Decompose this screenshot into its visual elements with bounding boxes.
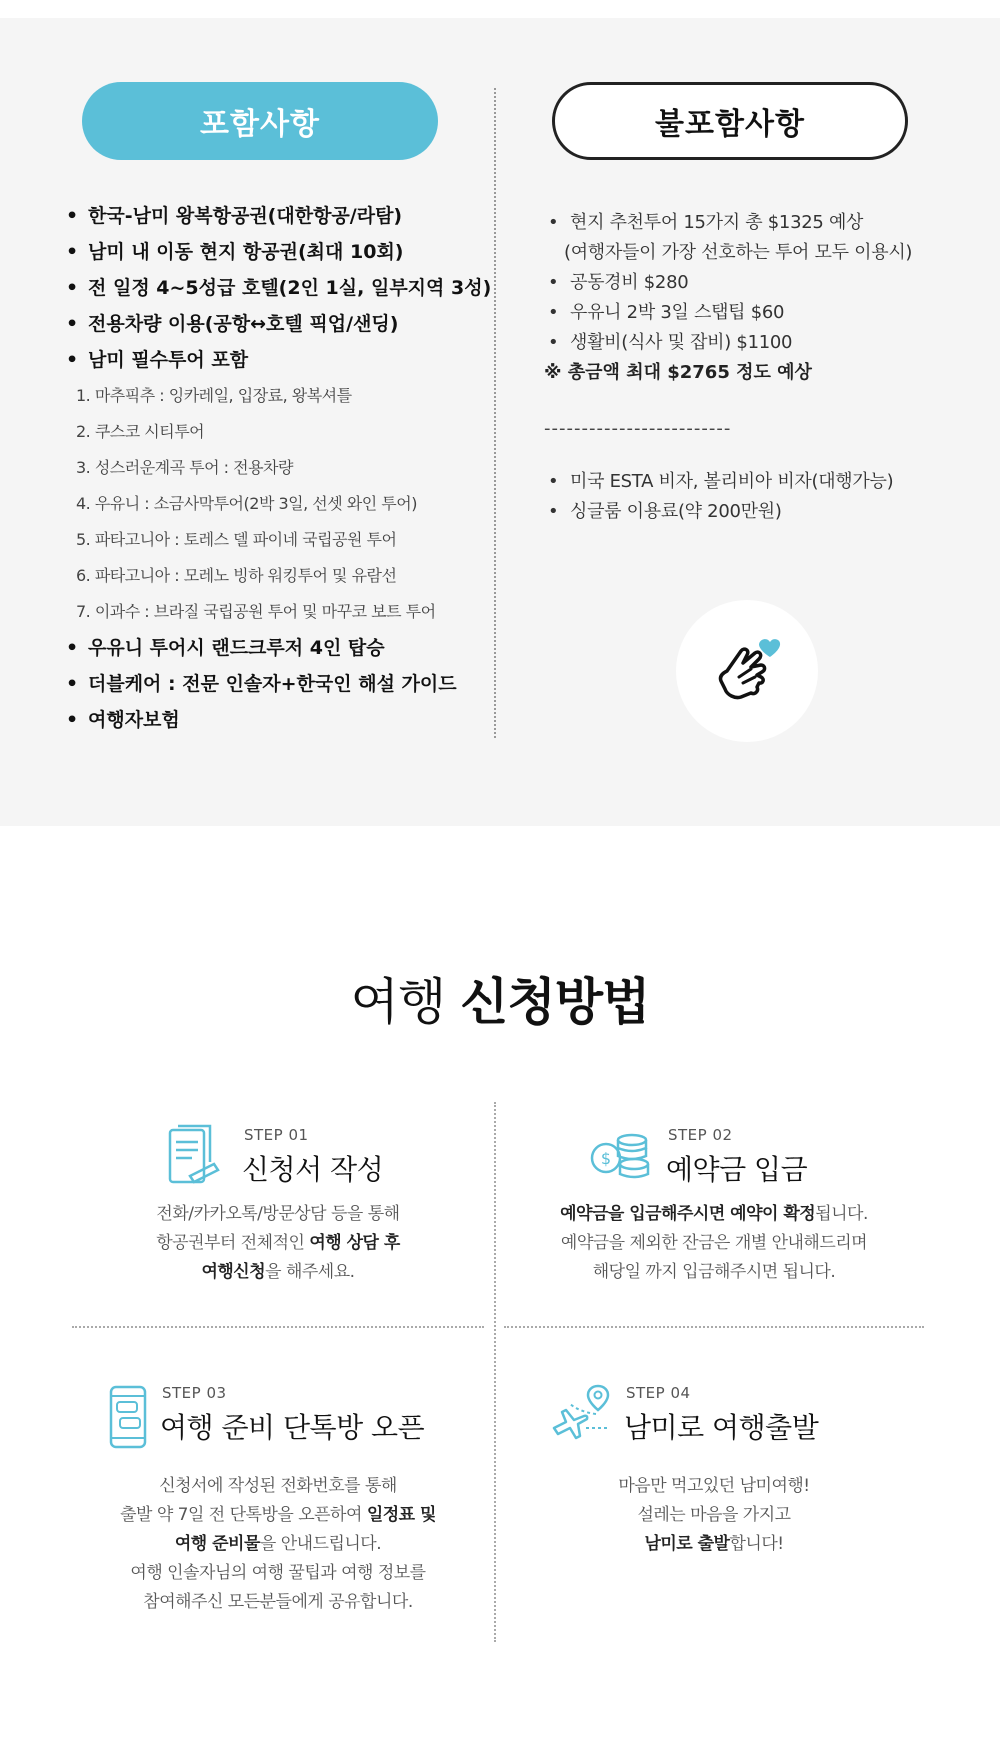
sub-list-item: 3. 성스러운계곡 투어 : 전용차량 [76, 458, 293, 477]
list-item: • 우유니 2박 3일 스탭팁 $60 [548, 302, 785, 323]
section-title: 여행 신청방법 [350, 973, 650, 1031]
total-note: ※ 총금액 최대 $2765 정도 예상 [544, 362, 812, 383]
airplane-route-icon [550, 1382, 614, 1444]
smartphone-chat-icon [108, 1384, 148, 1450]
dashed-separator: ------------------------- [544, 418, 732, 439]
list-item: • 전용차량 이용(공항↔호텔 픽업/샌딩) [66, 306, 496, 342]
list-item: • 미국 ESTA 비자, 볼리비아 비자(대행가능) [548, 471, 894, 492]
list-item: • 전 일정 4~5성급 호텔(2인 1실, 일부지역 3성) [66, 270, 496, 306]
sub-list-item: 6. 파타고니아 : 모레노 빙하 워킹투어 및 유람선 [76, 566, 397, 585]
step-label: STEP 02 [668, 1126, 733, 1144]
step-description: 예약금을 입금해주시면 예약이 확정됩니다. 예약금을 제외한 잔금은 개별 안내해드리며 해당일 까지 입금해주시면 됩니다. [560, 1204, 868, 1282]
steps-divider-vertical [494, 1102, 496, 1642]
sub-list-item: 1. 마추픽추 : 잉카레일, 입장료, 왕복셔틀 [76, 386, 352, 405]
step-title: 예약금 입금 [666, 1153, 808, 1186]
list-item: • 남미 내 이동 현지 항공권(최대 10회) [66, 234, 496, 270]
finger-heart-icon [707, 631, 787, 711]
finger-heart-badge [676, 600, 818, 742]
document-icon [164, 1122, 224, 1190]
step-label: STEP 01 [244, 1126, 309, 1144]
step-title: 남미로 여행출발 [624, 1411, 819, 1444]
tour-sub-list [66, 378, 496, 630]
coins-icon [588, 1128, 652, 1184]
included-header: 포함사항 [82, 82, 438, 160]
sub-list-item: 4. 우유니 : 소금사막투어(2박 3일, 선셋 와인 투어) [76, 494, 417, 513]
excluded-header: 불포함사항 [552, 82, 908, 160]
step-label: STEP 03 [162, 1384, 227, 1402]
steps-divider-horizontal-left [72, 1326, 484, 1328]
step-title: 여행 준비 단톡방 오픈 [160, 1411, 425, 1444]
sub-list-item: 7. 이과수 : 브라질 국립공원 투어 및 마꾸코 보트 투어 [76, 602, 436, 621]
list-item: • 더블케어 : 전문 인솔자+한국인 해설 가이드 [66, 666, 496, 702]
list-item: • 싱글룸 이용료(약 200만원) [548, 501, 782, 522]
steps-divider-horizontal-right [504, 1326, 924, 1328]
list-item: • 현지 추천투어 15가지 총 $1325 예상 [548, 212, 864, 233]
step-title: 신청서 작성 [242, 1153, 384, 1186]
step-description: 신청서에 작성된 전화번호를 통해 출발 약 7일 전 단톡방을 오픈하여 일정표 및 여행 준비물을 안내드립니다. 여행 인솔자님의 여행 꿀팁과 여행 정보를 참여해주신 모든분들에게 공유합니다. [120, 1476, 436, 1612]
list-item-continued: (여행자들이 가장 선호하는 투어 모두 이용시) [564, 242, 913, 263]
excluded-list [544, 208, 978, 527]
svg-text:$: $ [600, 1149, 612, 1168]
list-item: • 생활비(식사 및 잡비) $1100 [548, 332, 793, 353]
sub-list-item: 2. 쿠스코 시티투어 [76, 422, 205, 441]
sub-list-item: 5. 파타고니아 : 토레스 델 파이네 국립공원 투어 [76, 530, 397, 549]
step-label: STEP 04 [626, 1384, 691, 1402]
list-item: • 공동경비 $280 [548, 272, 689, 293]
included-list [66, 198, 496, 738]
list-item: • 여행자보험 [66, 702, 496, 738]
list-item: • 남미 필수투어 포함 [66, 342, 496, 378]
list-item: • 우유니 투어시 랜드크루저 4인 탑승 [66, 630, 496, 666]
step-description: 전화/카카오톡/방문상담 등을 통해 항공권부터 전체적인 여행 상담 후 여행신청을 해주세요. [156, 1204, 400, 1282]
step-description: 마음만 먹고있던 남미여행! 설레는 마음을 가지고 남미로 출발합니다! [618, 1476, 810, 1554]
list-item: • 한국-남미 왕복항공권(대한항공/라탐) [66, 198, 496, 234]
